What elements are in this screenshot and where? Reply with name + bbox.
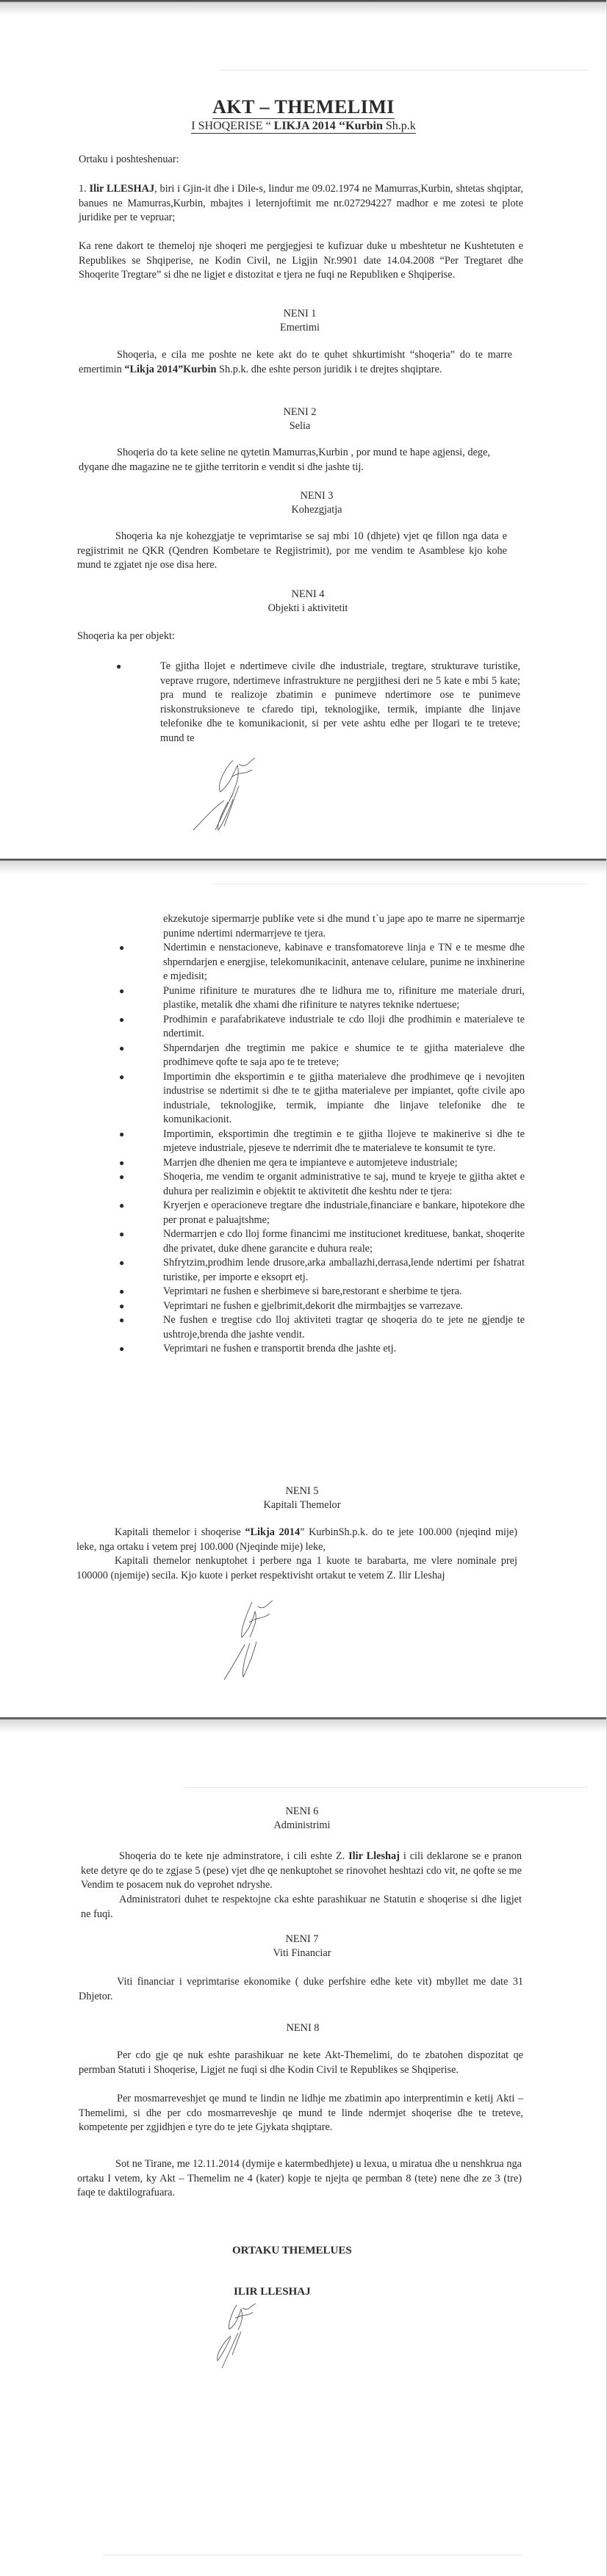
objects-list-page-1 bbox=[116, 660, 520, 746]
neni-7-heading: Viti Financiar bbox=[273, 1947, 331, 1959]
page-edge-shade bbox=[0, 1720, 607, 1733]
bullet-icon: ● bbox=[119, 1157, 125, 1168]
document-title bbox=[0, 96, 607, 118]
page-edge-shade bbox=[0, 2, 607, 15]
bullet-icon: ● bbox=[119, 1229, 125, 1239]
bullet-icon: ● bbox=[119, 1128, 125, 1139]
list-item bbox=[119, 1227, 525, 1256]
founder-paragraph bbox=[79, 182, 523, 226]
neni-8-number: NENI 8 bbox=[286, 2022, 320, 2034]
list-item-text: Te gjitha llojet e ndertimeve civile dhe industriale, tregtare, strukturave turistike, veprave rrugore, ndertimeve infrastrukture ne pergjithesi deri ne 5 kate e mbi 5 kate; pra mund te realizoje zbatimin e punimeve ndertimore ose te punimeve riskonstruksioneve te cfaredo tipi, teknologjike, termik, impiante dhe linjave telefonike dhe te komunikacionit, si per vete ashtu edhe per llogari te te treteve; mund te bbox=[160, 660, 520, 744]
neni-2-number: NENI 2 bbox=[283, 406, 317, 418]
neni-6-text-a: Shoqeria do te kete nje adminstratore, i cili eshte Z. bbox=[119, 1850, 349, 1862]
subtitle-prefix: I SHOQERISE “ bbox=[191, 120, 274, 132]
bullet-icon: ● bbox=[119, 1258, 125, 1268]
list-item-text: Veprimtari ne fushen e sherbimeve si bare,restorant e sherbime te tjera. bbox=[163, 1285, 462, 1297]
list-item bbox=[119, 1070, 525, 1128]
list-item-text: Shperndarjen dhe tregtimin me pakice e shumice te te gjitha materialeve dhe prodhimeve qofte te saja apo te te treteve; bbox=[163, 1042, 525, 1068]
intro-text: Ortaku i poshteshenuar: bbox=[79, 154, 179, 165]
list-item bbox=[119, 1199, 525, 1227]
scan-artifact-line bbox=[184, 1787, 588, 1788]
document-subtitle bbox=[0, 120, 607, 133]
page-edge-shade bbox=[0, 861, 607, 874]
founder-number: 1. bbox=[79, 183, 87, 195]
neni-4-heading: Objekti i aktivitetit bbox=[267, 602, 348, 614]
founder-details: , biri i Gjin-it dhe i Dile-s, lindur me 09.02.1974 ne Mamurras,Kurbin, shtetas shqiptar, banues ne Mamurras,Kurbin, mbajtes i leternjoftimit me nr.027294227 madhor e me zotesi te plote juridike per te vepruar; bbox=[79, 183, 524, 223]
list-item bbox=[119, 1042, 525, 1070]
list-item-text: Kryerjen e operacioneve tregtare dhe industriale,financiare e bankare, hipotekore dhe per pronat e paluajtshme; bbox=[163, 1199, 525, 1226]
signature-role: ORTAKU THEMELUES bbox=[232, 2245, 352, 2256]
list-item bbox=[119, 984, 525, 1013]
neni-5-number: NENI 5 bbox=[285, 1485, 319, 1497]
neni-5-text-a: Kapitali themelor i shoqerise bbox=[115, 1526, 245, 1538]
neni-6-text-b: i cili deklarone se e pranon kete detyre qe do te zgjase 5 (pese) vjet dhe qe nenkuptohet se rinovohet heshtazi cdo vit, ne qofte se me Vendim te posacem nuk do veprohet ndryshe. bbox=[81, 1850, 522, 1891]
list-item bbox=[119, 1285, 525, 1299]
list-item bbox=[116, 660, 520, 746]
bullet-icon: ● bbox=[119, 1172, 125, 1182]
page-3 bbox=[0, 1717, 607, 2576]
neni-3-text: Shoqeria ka nje kohezgjatje te veprimtarise se saj mbi 10 (dhjete) vjet qe fillon nga data e regjistrimit ne QKR (Qendren Kombetare te Regjistrimit), por me vendim te Asamblese kjo kohe mund te zgjatet nje ose disa here. bbox=[77, 530, 507, 571]
list-item-text: Punime rifiniture te muratures dhe te lidhura me to, rifiniture me materiale druri, plastike, metalik dhe xhami dhe rifiniture te natyres teknike ndertuese; bbox=[163, 984, 525, 1011]
page-2 bbox=[0, 859, 607, 1717]
neni-7-number: NENI 7 bbox=[285, 1933, 319, 1945]
neni-7-text: Viti financiar i veprimtarise ekonomike ( duke perfshire edhe kete vit) mbyllet me date 31 Dhjetor. bbox=[79, 1976, 523, 2002]
list-item-text: ekzekutoje sipermarrje publike vete si dhe mund t`u jape apo te marre ne sipermarrje punime ndertimi ndermarrjeve te tjera. bbox=[163, 913, 525, 939]
list-item-text: Veprimtari ne fushen e gjelbrimit,dekorit dhe mirmbajtjes se varrezave. bbox=[163, 1299, 464, 1312]
list-item bbox=[119, 1170, 525, 1199]
neni-5-paragraph-1 bbox=[76, 1526, 517, 1554]
bullet-icon: ● bbox=[119, 942, 125, 953]
neni-1-text-b: Sh.p.k. dhe eshte person juridik i te drejtes shqiptare. bbox=[216, 363, 442, 375]
neni-4-intro: Shoqeria ka per objekt: bbox=[77, 630, 176, 642]
company-name: “Likja 2014 bbox=[245, 1526, 301, 1538]
bullet-icon: ● bbox=[119, 1343, 125, 1354]
bullet-icon: ● bbox=[119, 1315, 125, 1325]
neni-8-paragraph-2: Per mosmarreveshjet qe mund te lindin ne lidhje me zbatimin apo interprentimin e ketij Akti – Themelimi, si dhe per cdo mosmarreveshje qe mund te linde ndermjet shoqerise dhe te treteve, kompetente per zgjidhjen e tyre do te jete Gjykata shqiptare. bbox=[79, 2093, 523, 2133]
bullet-icon: ● bbox=[119, 1014, 125, 1025]
neni-6-paragraph-2: Administratori duhet te respektojne cka eshte parashikuar ne Statutin e shoqerise si dhe ligjet ne fuqi. bbox=[81, 1894, 522, 1920]
signature-image bbox=[200, 2303, 281, 2370]
scan-artifact-line bbox=[220, 70, 588, 71]
neni-6-paragraph-1 bbox=[81, 1850, 522, 1893]
bullet-icon: ● bbox=[119, 1200, 125, 1211]
document-title-text: AKT – THEMELIMI bbox=[212, 96, 395, 118]
neni-1-text-a: Shoqeria, e cila me poshte ne kete akt do te quhet shkurtimisht “shoqeria” do te marre emertimin bbox=[79, 349, 512, 375]
neni-1-heading: Emertimi bbox=[280, 322, 320, 333]
bullet-icon: ● bbox=[119, 1071, 125, 1082]
bullet-icon: ● bbox=[119, 1300, 125, 1311]
list-item-text: Ndermarrjen e cdo lloj forme financimi me institucionet kredituese, bankat, shoqerite dhe privatet, duke dhene garancite e duhura reale; bbox=[163, 1228, 525, 1255]
neni-8-paragraph-1: Per cdo gje qe nuk eshte parashikuar ne kete Akt-Themelimi, do te zbatohen dispozitat qe permban Statuti i Shoqerise, Ligjet ne fuqi si dhe Kodin Civil te Republikes se Shqiperise. bbox=[79, 2049, 523, 2076]
neni-5-text-b: ” KurbinSh.p.k. do te jete 100.000 (njeqind mije) leke, nga ortaku i vetem prej 100.000 (Njeqinde mije) leke, bbox=[76, 1526, 518, 1553]
list-item-text: Shoqeria, me vendim te organit administrative te saj, mund te kryeje te gjitha aktet e duhura per realizimin e objektit te aktivitetit dhe keshtu nder te tjera: bbox=[163, 1171, 525, 1197]
neni-3-number: NENI 3 bbox=[300, 490, 334, 502]
bullet-icon: ● bbox=[119, 1042, 125, 1053]
company-name: “Likja 2014”Kurbin bbox=[124, 363, 217, 375]
list-item-text: Shfrytzim,prodhim lende drusore,arka amballazhi,derrasa,lende ndertimi per fshatrat turistike, per importe e eksoprt etj. bbox=[163, 1257, 525, 1283]
neni-4-number: NENI 4 bbox=[291, 588, 325, 600]
list-item bbox=[119, 1156, 525, 1171]
list-item-text: Prodhimin e parafabrikateve industriale te cdo lloji dhe prodhimin e materialeve te ndertimit. bbox=[163, 1013, 525, 1039]
subtitle-company: LIKJA 2014 ‘‘Kurbin bbox=[273, 120, 383, 132]
subtitle-suffix: Sh.p.k bbox=[382, 120, 416, 132]
subtitle-text bbox=[191, 120, 416, 134]
bullet-icon: ● bbox=[119, 1286, 125, 1296]
list-item bbox=[119, 1313, 525, 1342]
list-item-text: Marrjen dhe dhenien me qera te impianteve e automjeteve industriale; bbox=[163, 1156, 458, 1169]
neni-5-heading: Kapitali Themelor bbox=[263, 1499, 341, 1511]
list-item-text: Importimin dhe eksportimin e te gjitha materialeve dhe prodhimeve qe i nevojiten industrise se ndertimit si dhe te te gjitha materialeve per impiantet, qofte civile apo industriale, teknologjike, termik, impiante dhe linjave telefonike dhe te komunikacionit. bbox=[163, 1070, 525, 1125]
closing-paragraph: Sot ne Tirane, me 12.11.2014 (dymije e katermbedhjete) u lexua, u miratua dhe u nenshkrua nga ortaku I vetem, ky Akt – Themelim ne 4 (kater) kopje te njejta qe permban 8 (tete) nene dhe ze 3 (tre) faqe te daktilografuara. bbox=[77, 2158, 522, 2198]
list-item-text: Importimin, eksportimin dhe tregtimin e te gjitha llojeve te makinerive si dhe te mjeteve industriale, pjeseve te nderrimit dhe te materialeve te konsumit te tyre. bbox=[163, 1128, 525, 1154]
neni-2-heading: Selia bbox=[289, 420, 311, 432]
list-item-text: Veprimtari ne fushen e transportit brenda dhe jashte etj. bbox=[163, 1343, 397, 1354]
neni-1-text bbox=[79, 348, 512, 377]
list-item bbox=[119, 1256, 525, 1285]
signature-image bbox=[209, 1601, 290, 1681]
list-item bbox=[119, 1013, 525, 1042]
page-1 bbox=[0, 0, 607, 859]
signature-image bbox=[187, 757, 283, 834]
neni-6-heading: Administrimi bbox=[273, 1819, 331, 1831]
founder-name: Ilir LLESHAJ bbox=[89, 183, 155, 195]
neni-5-paragraph-2: Kapitali themelor nenkuptohet i perbere nga 1 kuote te barabarta, me vlere nominale prej 100000 (njemije) secila. Kjo kuote i perket respektivisht ortakut te vetem Z. Ilir Lleshaj bbox=[76, 1555, 517, 1581]
list-item bbox=[119, 1342, 525, 1357]
objects-list-page-2 bbox=[119, 912, 525, 1357]
neni-1-number: NENI 1 bbox=[283, 308, 317, 320]
neni-3-heading: Kohezgjatja bbox=[291, 504, 342, 516]
administrator-name: Ilir Lleshaj bbox=[348, 1850, 400, 1862]
neni-2-text: Shoqeria do ta kete seline ne qytetin Mamurras,Kurbin , por mund te hape agjensi, dege, dyqane dhe magazine ne te gjithe territorin e vendit si dhe jashte tij. bbox=[79, 447, 490, 473]
list-item bbox=[119, 1128, 525, 1156]
list-item-text: Ne fushen e tregtise cdo lloj aktiviteti tragtar qe shoqeria do te jete ne gjendje te ushtroje,brenda dhe jashte vendit. bbox=[163, 1314, 525, 1341]
list-item-continued bbox=[163, 912, 525, 941]
list-item bbox=[119, 941, 525, 984]
bullet-icon: ● bbox=[116, 661, 122, 671]
bullet-icon: ● bbox=[119, 985, 125, 996]
list-item-text: Ndertimin e nenstacioneve, kabinave e transfomatoreve linja e TN e te mesme dhe shperndarjen e energjise, telekomunikacinit, antenave celulare, punime ne inxhinerine e mjedisit; bbox=[163, 942, 525, 982]
signatory-name: ILIR LLESHAJ bbox=[234, 2286, 311, 2298]
list-item bbox=[119, 1299, 525, 1314]
neni-6-number: NENI 6 bbox=[285, 1805, 319, 1817]
agreement-paragraph: Ka rene dakort te themeloj nje shoqeri me pergjegjesi te kufizuar duke u mbeshtetur ne Kushtetuten e Republikes se Shqiperise, ne Kodin Civil, ne Ligjin Nr.9901 date 14.04.2008 “Per Tregtaret dhe Shoqerite Tregtare” si dhe ne ligjet e distozitat e tjera ne fuqi ne Republiken e Shqiperise. bbox=[79, 240, 523, 281]
